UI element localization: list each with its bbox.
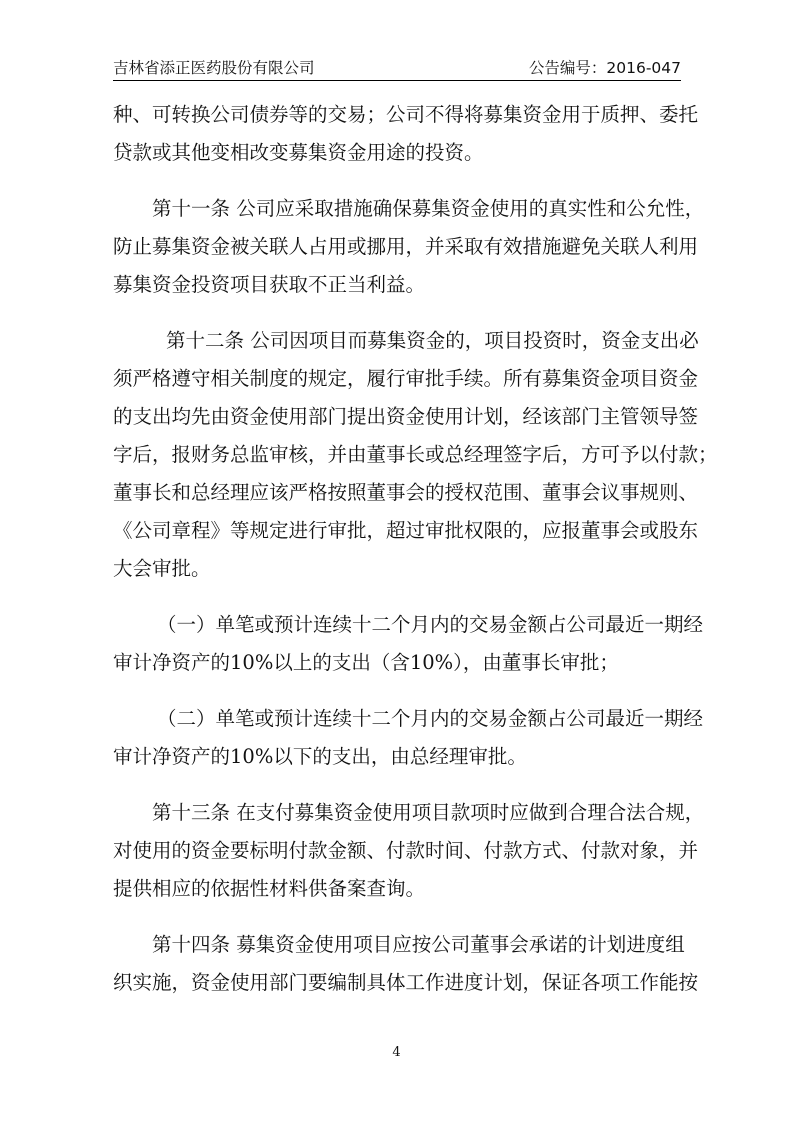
paragraph-item-1: [113, 606, 704, 682]
text-line: 审计净资产的10%以下的支出，由总经理审批。: [113, 745, 527, 768]
text-line: 贷款或其他变相改变募集资金用途的投资。: [113, 141, 484, 164]
text-line: 大会审批。: [113, 557, 211, 580]
text-line: 募集资金投资项目获取不正当利益。: [113, 273, 426, 296]
text-line: 对使用的资金要标明付款金额、付款时间、付款方式、付款对象，并: [113, 839, 699, 862]
text-line: 审计净资产的10%以上的支出（含10%），由董事长审批；: [113, 651, 619, 674]
text-line: 须严格遵守相关制度的规定，履行审批手续。所有募集资金项目资金: [113, 367, 699, 390]
company-name: 吉林省添正医药股份有限公司: [113, 59, 315, 77]
text-line: 的支出均先由资金使用部门提出资金使用计划，经该部门主管领导签: [113, 405, 699, 428]
document-body: [113, 96, 718, 1002]
text-line: （一）单笔或预计连续十二个月内的交易金额占公司最近一期经: [157, 613, 704, 636]
text-line: 第十四条 募集资金使用项目应按公司董事会承诺的计划进度组: [152, 933, 685, 956]
paragraph-article-11: [113, 190, 705, 304]
text-line: 织实施，资金使用部门要编制具体工作进度计划，保证各项工作能按: [113, 971, 699, 994]
paragraph-article-14: [113, 926, 699, 1002]
text-line: 《公司章程》等规定进行审批，超过审批权限的，应报董事会或股东: [113, 519, 699, 542]
paragraph-continuation: [113, 96, 699, 172]
page-header: [113, 54, 681, 81]
text-line: 字后，报财务总监审核，并由董事长或总经理签字后，方可予以付款；: [113, 443, 718, 466]
paragraph-article-12: [113, 322, 718, 588]
text-line: 第十三条 在支付募集资金使用项目款项时应做到合理合法合规，: [152, 801, 705, 824]
paragraph-article-13: [113, 794, 705, 908]
text-line: 第十一条 公司应采取措施确保募集资金使用的真实性和公允性，: [152, 197, 705, 220]
text-line: 提供相应的依据性材料供备案查询。: [113, 877, 426, 900]
text-line: 董事长和总经理应该严格按照董事会的授权范围、董事会议事规则、: [113, 481, 699, 504]
text-line: （二）单笔或预计连续十二个月内的交易金额占公司最近一期经: [157, 707, 704, 730]
text-line: 防止募集资金被关联人占用或挪用，并采取有效措施避免关联人利用: [113, 235, 699, 258]
paragraph-item-2: [113, 700, 704, 776]
notice-number: 公告编号：2016-047: [528, 59, 681, 77]
text-line: 第十二条 公司因项目而募集资金的，项目投资时，资金支出必: [166, 329, 699, 352]
page-number: 4: [392, 1045, 401, 1060]
text-line: 种、可转换公司债券等的交易；公司不得将募集资金用于质押、委托: [113, 103, 699, 126]
